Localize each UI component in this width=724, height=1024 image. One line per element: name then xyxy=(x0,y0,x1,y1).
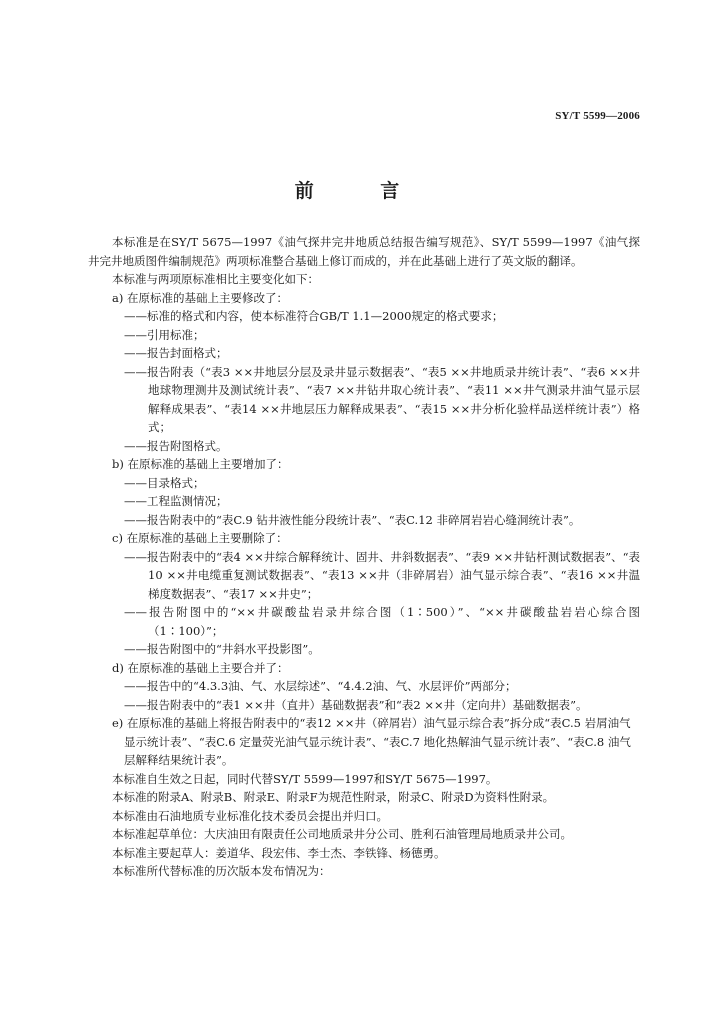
list-item: ——报告附表（“表3 ××井地层分层及录井显示数据表”、“表5 ××井地质录井统计表”、“表6 ××井地球物理测井及测试统计表”、“表7 ××井钻井取心统计表”、“表11 ××井气测录井油气显示层解释成果表”、“表14 ××井地层压力解释成果表”、“表15 ××井分析化验样品送样统计表”）格式； xyxy=(124,364,640,434)
page-title: 前 言 xyxy=(294,180,430,202)
list-item: ——标准的格式和内容，使本标准符合GB/T 1.1—2000规定的格式要求； xyxy=(124,309,504,323)
closing-line: 本标准的附录A、附录B、附录E、附录F为规范性附录，附录C、附录D为资料性附录。 xyxy=(112,790,555,804)
section-d-label: d) 在原标准的基础上主要合并了： xyxy=(112,660,289,675)
list-item: ——报告中的“4.3.3油、气、水层综述”、“4.4.2油、气、水层评价”两部分； xyxy=(124,679,517,693)
list-item: ——工程监测情况； xyxy=(124,494,228,508)
changes-intro: 本标准与两项原标准相比主要变化如下： xyxy=(112,272,319,286)
list-item: ——报告封面格式； xyxy=(124,346,228,360)
closing-line: 本标准自生效之日起，同时代替SY/T 5599—1997和SY/T 5675—1997。 xyxy=(112,771,498,786)
list-item: ——报告附图中的“井斜水平投影图”。 xyxy=(124,642,320,656)
document-body xyxy=(88,233,640,881)
closing-line: 本标准所代替标准的历次版本发布情况为： xyxy=(112,864,331,878)
list-item: ——引用标准； xyxy=(124,327,205,342)
intro-paragraph: 本标准是在SY/T 5675—1997《油气探井完井地质总结报告编写规范》、SY/T 5599—1997《油气探井完井地质图件编制规范》两项标准整合基础上修订而成的，并在此基础上进行了英文版的翻译。 xyxy=(88,235,640,268)
list-item: ——报告附表中的“表4 ××井综合解释统计、固井、井斜数据表”、“表9 ××井钻杆测试数据表”、“表10 ××井电缆重复测试数据表”、“表13 ××井（非碎屑岩）油气显示综合表”、“表16 ××井温梯度数据表”、“表17 ××井史”； xyxy=(124,549,640,601)
closing-line: 本标准起草单位：大庆油田有限责任公司地质录井分公司、胜利石油管理局地质录井公司。 xyxy=(112,827,572,841)
closing-line: 本标准由石油地质专业标准化技术委员会提出并归口。 xyxy=(112,808,388,823)
section-b-label: b) 在原标准的基础上主要增加了： xyxy=(112,457,289,471)
section-e-label: e) 在原标准的基础上将报告附表中的“表12 ××井（碎屑岩）油气显示综合表”拆分成“表C.5 岩屑油气显示统计表”、“表C.6 定量荧光油气显示统计表”、“表C.7 地化热解油气显示统计表”、“表C.8 油气层解释结果统计表”。 xyxy=(112,716,631,767)
section-a-label: a) 在原标准的基础上主要修改了： xyxy=(112,290,288,305)
closing-line: 本标准主要起草人：姜道华、段宏伟、李士杰、李铁锋、杨德勇。 xyxy=(112,845,446,860)
list-item: ——目录格式； xyxy=(124,475,205,490)
list-item: ——报告附图中的“××井碳酸盐岩录井综合图（1∶500）”、“××井碳酸盐岩岩心综合图（1∶100）”； xyxy=(124,605,640,638)
list-item: ——报告附表中的“表C.9 钻井液性能分段统计表”、“表C.12 非碎屑岩岩心缝洞统计表”。 xyxy=(124,512,581,527)
section-c-label: c) 在原标准的基础上主要删除了： xyxy=(112,531,288,545)
list-item: ——报告附图格式。 xyxy=(124,438,228,453)
list-item: ——报告附表中的“表1 ××井（直井）基础数据表”和“表2 ××井（定向井）基础数据表”。 xyxy=(124,697,588,712)
standard-code: SY/T 5599—2006 xyxy=(555,110,640,122)
